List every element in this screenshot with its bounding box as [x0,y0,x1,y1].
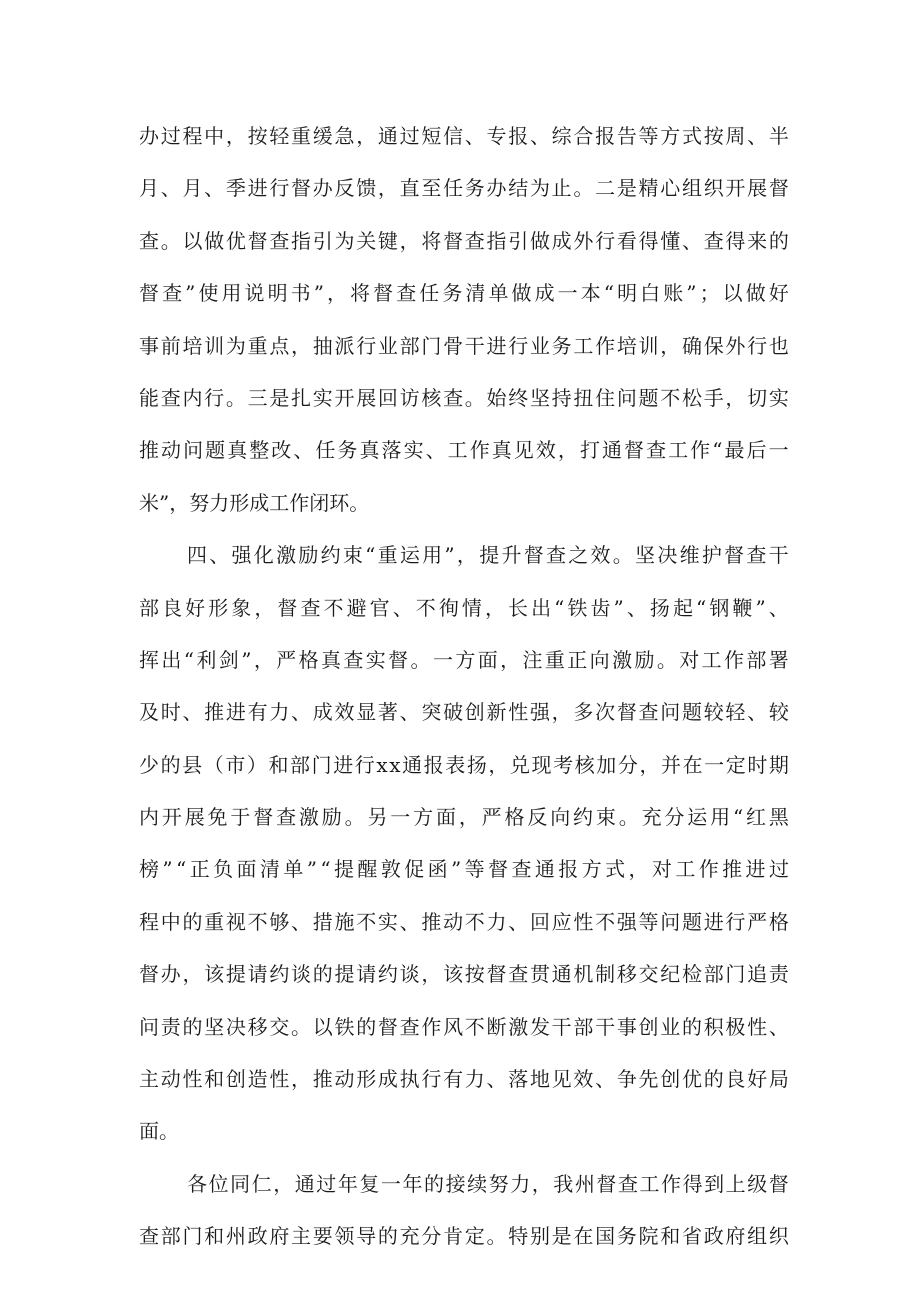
text-line: 米”，努力形成工作闭环。 [139,490,370,515]
text-line: 办 过 程 中 ， 按 轻 重 缓 急 ， 通 过 短 信 、 专 报 、 综 合 报 告 等 方 式 按 周 、 半 [139,124,789,148]
text-line: 部 良 好 形 象 ， 督 查 不 避 官 、 不 徇 情 ， 长 出 “ 铁 齿 ” 、 扬 起 “ 钢 鞭 ” 、 [139,595,789,620]
text-line: 查 部 门 和 州 政 府 主 要 领 导 的 充 分 肯 定 。 特 别 是 在 国 务 院 和 省 政 府 组 织 [139,1224,789,1249]
paragraph-2 [139,529,789,1158]
text-line: 查 。 以 做 优 督 查 指 引 为 关 键 ， 将 督 查 指 引 做 成 外 行 看 得 懂 、 查 得 来 的 [139,228,789,253]
paragraph-1 [139,110,789,529]
text-line: 能 查 内 行 。 三 是 扎 实 开 展 回 访 核 查 。 始 终 坚 持 扭 住 问 题 不 松 手 ， 切 实 [139,385,789,410]
text-line: 督 查 ” 使 用 说 明 书 ” ， 将 督 查 任 务 清 单 做 成 一 本 “ 明 白 账 ” ； 以 做 好 [139,281,789,306]
document-body [139,110,789,1263]
paragraph-3 [139,1158,789,1263]
text-line: 面。 [139,1119,179,1144]
text-line: 榜 ” “ 正 负 面 清 单 ” “ 提 醒 敦 促 函 ” 等 督 查 通 报 方 式 ， 对 工 作 推 进 过 [139,857,789,882]
text-line: 内 开 展 免 于 督 查 激 励 。 另 一 方 面 ， 严 格 反 向 约 束 。 充 分 运 用 “ 红 黑 [139,805,789,830]
text-line: 推 动 问 题 真 整 改 、 任 务 真 落 实 、 工 作 真 见 效 ， 打 通 督 查 工 作 “ 最 后 一 [139,438,789,463]
text-line: 各 位 同 仁 ， 通 过 年 复 一 年 的 接 续 努 力 ， 我 州 督 查 工 作 得 到 上 级 督 [187,1171,789,1196]
text-line: 少 的 县 （ 市 ） 和 部 门 进 行 x x 通 报 表 扬 ， 兑 现 考 核 加 分 ， 并 在 一 定 时 期 [139,752,789,777]
text-line: 问 责 的 坚 决 移 交 。 以 铁 的 督 查 作 风 不 断 激 发 干 部 干 事 创 业 的 积 极 性 、 [139,1014,789,1039]
text-line: 事 前 培 训 为 重 点 ， 抽 派 行 业 部 门 骨 干 进 行 业 务 工 作 培 训 ， 确 保 外 行 也 [139,333,789,358]
text-line: 月 、 月 、 季 进 行 督 办 反 馈 ， 直 至 任 务 办 结 为 止 。 二 是 精 心 组 织 开 展 督 [139,176,789,201]
text-line: 及 时 、 推 进 有 力 、 成 效 显 著 、 突 破 创 新 性 强 ， 多 次 督 查 问 题 较 轻 、 较 [139,700,789,725]
text-line: 督 办 ， 该 提 请 约 谈 的 提 请 约 谈 ， 该 按 督 查 贯 通 机 制 移 交 纪 检 部 门 追 责 [139,962,789,987]
text-line: 四 、 强 化 激 励 约 束 “ 重 运 用 ” ， 提 升 督 查 之 效 。 坚 决 维 护 督 查 干 [187,543,789,568]
text-line: 程 中 的 重 视 不 够 、 措 施 不 实 、 推 动 不 力 、 回 应 性 不 强 等 问 题 进 行 严 格 [139,909,789,934]
text-line: 主 动 性 和 创 造 性 ， 推 动 形 成 执 行 有 力 、 落 地 见 效 、 争 先 创 优 的 良 好 局 [139,1067,789,1092]
text-line: 挥 出 “ 利 剑 ” ， 严 格 真 查 实 督 。 一 方 面 ， 注 重 正 向 激 励 。 对 工 作 部 署 [139,647,789,672]
